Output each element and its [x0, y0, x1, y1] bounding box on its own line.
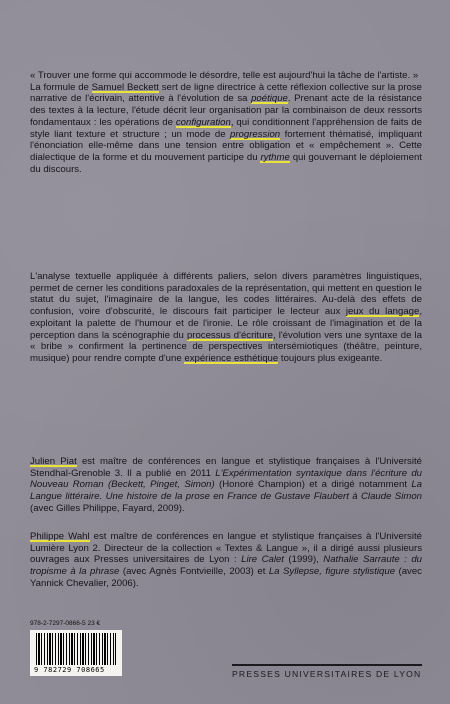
bio-piat-text — [30, 456, 422, 515]
author-name-wahl: Philippe Wahl — [30, 531, 90, 542]
author-bio-piat — [30, 456, 422, 515]
highlight-beckett: Samuel Beckett — [91, 81, 159, 93]
intro-text-5: fortement thématisé, impliquant l'énonciation elle-même dans une tension entre obligation et « empêchement ». Cette dialectique de la forme et du mouvement participe du — [30, 128, 422, 163]
author-bio-wahl — [30, 531, 422, 590]
highlight-jeux: jeux du langage — [345, 306, 420, 318]
bio-wahl-3: (avec Agnès Fontvieille, 2003) et — [119, 566, 269, 578]
book-title: La Langue littéraire. Une histoire de la prose en France de Gustave Flaubert à Claude Simon — [30, 479, 422, 503]
bio-piat-1: est maître de conférences en langue et stylistique françaises à l'Université Stendhal-Grenoble 3. Il a publié en 2011 — [30, 456, 422, 479]
analysis-text-2: , exploitant la palette de l'humour et de l'ironie. Le rôle croissant de l'imagination et de la perception dans la scénographie du — [30, 306, 423, 341]
highlight-experience: expérience esthétique — [184, 352, 279, 364]
book-title: Nathalie Sarraute : du tropisme à la phrase — [30, 554, 422, 578]
highlight-rythme: rythme — [260, 151, 290, 163]
barcode — [30, 630, 122, 676]
intro-text-4: , qui conditionnent l'appréhension de faits de style liant texture et structure ; un mode de — [30, 116, 422, 140]
barcode-bars — [36, 633, 116, 665]
analysis-text-3: , l'évolution vers une syntaxe de la « bribe » confirment la pertinence de perspectives intersémiotiques (théâtre, peinture, musique) pour rendre compte d'une — [30, 329, 422, 364]
analysis-text — [30, 271, 422, 365]
book-title: La Syllepse, figure stylistique — [268, 566, 396, 578]
opening-quote: « Trouver une forme qui accommode le désordre, telle est aujourd'hui la tâche de l'artiste. » — [30, 70, 419, 81]
bio-piat-2: (Honoré Champion) et a dirigé notamment — [214, 479, 412, 491]
publisher-name: PRESSES UNIVERSITAIRES DE LYON — [232, 669, 422, 679]
book-title: L'Expérimentation syntaxique dans l'écriture du Nouveau Roman (Beckett, Pinget, Simon) — [30, 467, 422, 491]
isbn-price: 978-2-7297-0866-5 23 € — [30, 620, 101, 627]
bio-wahl-1: est maître de conférences en langue et stylistique françaises à l'Université Lumière Lyon 2. Directeur de la collection « Textes & Langue », il a dirigé aussi plusieurs ouvrages aux Presses universitaires de Lyon : — [30, 531, 422, 566]
author-name-piat: Julien Piat — [30, 456, 77, 467]
bio-wahl-4: (avec Yannick Chevalier, 2006). — [30, 566, 422, 589]
bio-wahl-text — [30, 531, 422, 590]
intro-text — [30, 82, 422, 176]
bio-wahl-2: (1999), — [283, 554, 324, 566]
analysis-text-4: toujours plus exigeante. — [278, 352, 383, 364]
barcode-digits: 9 782729 708665 — [34, 666, 105, 674]
intro-text-1: La formule de — [30, 81, 92, 93]
book-title: Lire Calet — [241, 554, 284, 566]
analysis-paragraph — [30, 271, 422, 365]
intro-paragraph — [30, 70, 422, 175]
highlight-poetique: poétique — [251, 93, 288, 105]
highlight-processus: processus d'écriture — [186, 329, 273, 341]
intro-text-6: qui gouvernant le déploiement du discours. — [30, 151, 422, 175]
intro-text-2: sert de ligne directrice à cette réflexion collective sur la prose narrative de l'écrivain, attentive à l'évolution de sa — [30, 81, 422, 105]
highlight-progression: progression — [230, 128, 281, 140]
publisher-rule — [232, 664, 422, 666]
bio-piat-3: (avec Gilles Philippe, Fayard, 2009). — [30, 502, 185, 514]
highlight-configuration: configuration — [175, 116, 231, 128]
intro-text-3: . Prenant acte de la résistance des textes à la lecture, l'étude décrit leur organisation par la combinaison de deux ressorts fondamentaux : les opérations de — [30, 93, 423, 128]
analysis-text-1: L'analyse textuelle appliquée à différents paliers, selon divers paramètres linguistiques, permet de cerner les conditions paradoxales de la représentation, qui mettent en question le statut du sujet, l'imaginaire de la langue, les codes littéraires. Au-delà des effets de confusion, voire d'obscurité, le discours fait participer le lecteur aux — [30, 271, 422, 318]
